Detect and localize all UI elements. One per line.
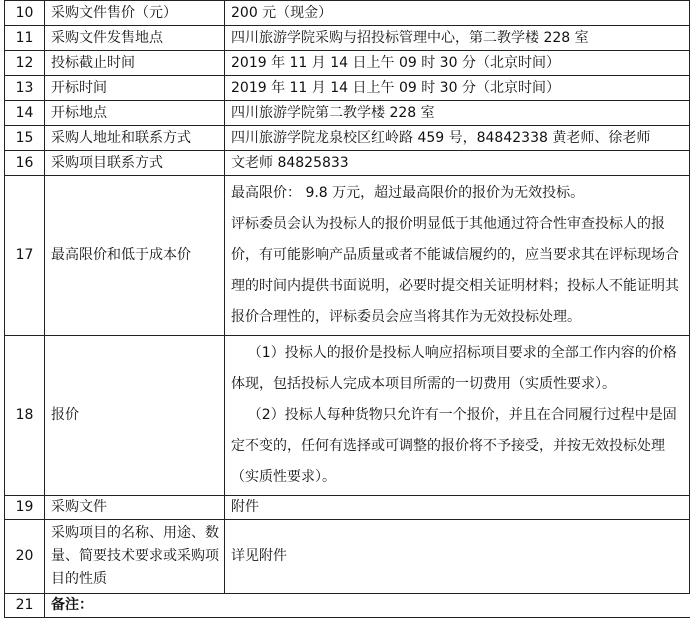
table-row [5,51,690,76]
row-number: 11 [5,26,45,51]
row-number: 12 [5,51,45,76]
row-number: 18 [5,336,45,496]
row-number: 17 [5,176,45,336]
table-row [5,126,690,151]
row-label: 报价 [45,336,225,496]
table-row [5,520,690,594]
row-label: 采购文件发售地点 [45,26,225,51]
max-price-text: 最高限价： 9.8 万元，超过最高限价的报价为无效投标。 [231,185,585,201]
row-label: 投标截止时间 [45,51,225,76]
row-label: 采购人地址和联系方式 [45,126,225,151]
row-number: 15 [5,126,45,151]
row-value: 四川旅游学院龙泉校区红岭路 459 号，84842338 黄老师、徐老师 [225,126,690,151]
procurement-info-table [4,0,690,618]
row-value [225,176,690,336]
row-number: 20 [5,520,45,594]
row-number: 14 [5,101,45,126]
quote-rule-1: （1）投标人的报价是投标人响应招标项目要求的全部工作内容的价格体现，包括投标人完成本项目所需的一切费用（实质性要求）。 [231,345,677,392]
table-row [5,336,690,496]
row-number: 21 [5,594,45,618]
row-label: 开标地点 [45,101,225,126]
table-row [5,496,690,520]
table-row [5,151,690,176]
row-label: 采购文件售价（元） [45,1,225,26]
row-value: 详见附件 [225,520,690,594]
row-number: 16 [5,151,45,176]
quote-rule-2: （2）投标人每种货物只允许有一个报价，并且在合同履行过程中是固定不变的，任何有选择或可调整的报价将不予接受，并按无效投标处理（实质性要求）。 [231,407,677,485]
row-value: 2019 年 11 月 14 日上午 09 时 30 分（北京时间） [225,51,690,76]
row-label: 采购文件 [45,496,225,520]
row-label: 开标时间 [45,76,225,101]
row-number: 10 [5,1,45,26]
table-row [5,101,690,126]
row-value: 2019 年 11 月 14 日上午 09 时 30 分（北京时间） [225,76,690,101]
row-label: 采购项目的名称、用途、数量、简要技术要求或采购项目的性质 [45,520,225,594]
table-row [5,176,690,336]
remarks-label: 备注： [45,594,690,618]
procurement-table-page [4,0,690,618]
table-row [5,1,690,26]
table-row [5,76,690,101]
row-value [225,336,690,496]
row-number: 19 [5,496,45,520]
row-number: 13 [5,76,45,101]
row-value: 四川旅游学院采购与招投标管理中心，第二教学楼 228 室 [225,26,690,51]
row-label: 最高限价和低于成本价 [45,176,225,336]
table-row [5,26,690,51]
row-value: 附件 [225,496,690,520]
row-value: 文老师 84825833 [225,151,690,176]
table-row [5,594,690,618]
row-value: 四川旅游学院第二教学楼 228 室 [225,101,690,126]
row-label: 采购项目联系方式 [45,151,225,176]
row-value: 200 元（现金） [225,1,690,26]
below-cost-text: 评标委员会认为投标人的报价明显低于其他通过符合性审查投标人的报价，有可能影响产品质量或者不能诚信履约的，应当要求其在评标现场合理的时间内提供书面说明，必要时提交相关证明材料；投标人不能证明其报价合理性的，评标委员会应当将其作为无效投标处理。 [231,216,679,325]
